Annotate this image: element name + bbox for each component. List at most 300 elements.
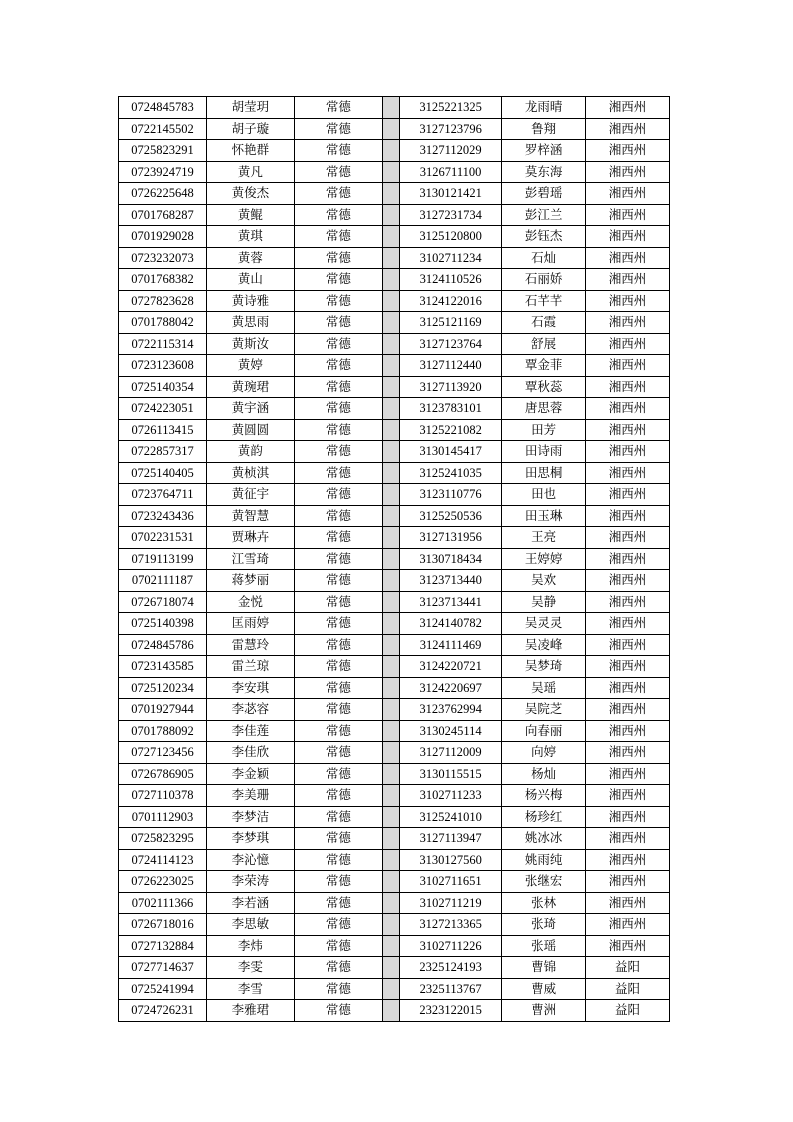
- student-id-cell-right: 3127123764: [400, 333, 502, 355]
- student-id-cell-right: 3102711651: [400, 871, 502, 893]
- student-id-cell: 0726718016: [119, 914, 207, 936]
- student-name-cell-right: 张琦: [502, 914, 586, 936]
- student-id-cell-right: 3127131956: [400, 527, 502, 549]
- table-row: [119, 806, 670, 828]
- student-id-cell-right: 3125250536: [400, 505, 502, 527]
- student-id-cell: 0725823291: [119, 140, 207, 162]
- student-name-cell-right: 吴院芝: [502, 699, 586, 721]
- column-separator: [382, 269, 399, 291]
- student-name-cell: 怀艳群: [206, 140, 294, 162]
- city-cell: 常德: [294, 677, 382, 699]
- student-id-cell-right: 3124140782: [400, 613, 502, 635]
- table-row: [119, 914, 670, 936]
- column-separator: [382, 935, 399, 957]
- column-separator: [382, 161, 399, 183]
- city-cell-right: 湘西州: [586, 742, 670, 764]
- city-cell-right: 湘西州: [586, 290, 670, 312]
- column-separator: [382, 140, 399, 162]
- student-name-cell-right: 向婷: [502, 742, 586, 764]
- student-name-cell-right: 姚冰冰: [502, 828, 586, 850]
- student-name-cell: 黄宇涵: [206, 398, 294, 420]
- student-name-cell-right: 吴梦琦: [502, 656, 586, 678]
- student-id-cell: 0701788042: [119, 312, 207, 334]
- student-id-cell-right: 3127112009: [400, 742, 502, 764]
- student-id-cell: 0724845786: [119, 634, 207, 656]
- column-separator: [382, 247, 399, 269]
- student-id-cell-right: 2325113767: [400, 978, 502, 1000]
- city-cell-right: 湘西州: [586, 269, 670, 291]
- student-name-cell: 李美珊: [206, 785, 294, 807]
- column-separator: [382, 828, 399, 850]
- city-cell: 常德: [294, 570, 382, 592]
- student-name-cell: 黄圆圆: [206, 419, 294, 441]
- city-cell: 常德: [294, 140, 382, 162]
- table-row: [119, 677, 670, 699]
- city-cell-right: 湘西州: [586, 505, 670, 527]
- city-cell-right: 湘西州: [586, 97, 670, 119]
- student-name-cell-right: 吴静: [502, 591, 586, 613]
- student-name-cell: 黄斯汝: [206, 333, 294, 355]
- student-name-cell-right: 吴凌峰: [502, 634, 586, 656]
- student-name-cell-right: 王亮: [502, 527, 586, 549]
- table-row: [119, 656, 670, 678]
- student-id-cell-right: 3130718434: [400, 548, 502, 570]
- student-id-cell: 0725140398: [119, 613, 207, 635]
- student-name-cell: 黄蓉: [206, 247, 294, 269]
- table-row: [119, 204, 670, 226]
- column-separator: [382, 376, 399, 398]
- column-separator: [382, 613, 399, 635]
- column-separator: [382, 505, 399, 527]
- column-separator: [382, 914, 399, 936]
- student-name-cell-right: 向春丽: [502, 720, 586, 742]
- student-name-cell: 黄琪: [206, 226, 294, 248]
- city-cell: 常德: [294, 914, 382, 936]
- student-id-cell: 0725823295: [119, 828, 207, 850]
- table-row: [119, 118, 670, 140]
- table-row: [119, 699, 670, 721]
- column-separator: [382, 720, 399, 742]
- city-cell-right: 湘西州: [586, 892, 670, 914]
- column-separator: [382, 118, 399, 140]
- student-name-cell-right: 鲁翔: [502, 118, 586, 140]
- city-cell-right: 湘西州: [586, 570, 670, 592]
- student-name-cell: 胡子璇: [206, 118, 294, 140]
- city-cell-right: 湘西州: [586, 699, 670, 721]
- city-cell-right: 益阳: [586, 1000, 670, 1022]
- city-cell-right: 湘西州: [586, 462, 670, 484]
- student-name-cell: 李思敏: [206, 914, 294, 936]
- student-name-cell-right: 石灿: [502, 247, 586, 269]
- student-id-cell-right: 2323122015: [400, 1000, 502, 1022]
- column-separator: [382, 462, 399, 484]
- city-cell: 常德: [294, 656, 382, 678]
- table-row: [119, 183, 670, 205]
- city-cell-right: 湘西州: [586, 376, 670, 398]
- student-id-cell: 0726718074: [119, 591, 207, 613]
- student-name-cell-right: 覃金菲: [502, 355, 586, 377]
- student-name-cell-right: 吴灵灵: [502, 613, 586, 635]
- student-id-cell: 0725241994: [119, 978, 207, 1000]
- city-cell-right: 湘西州: [586, 247, 670, 269]
- city-cell: 常德: [294, 527, 382, 549]
- table-row: [119, 312, 670, 334]
- city-cell: 常德: [294, 441, 382, 463]
- student-id-cell: 0702111187: [119, 570, 207, 592]
- student-name-cell-right: 张林: [502, 892, 586, 914]
- student-name-cell-right: 田思桐: [502, 462, 586, 484]
- city-cell: 常德: [294, 161, 382, 183]
- student-id-cell: 0724223051: [119, 398, 207, 420]
- city-cell: 常德: [294, 935, 382, 957]
- city-cell: 常德: [294, 828, 382, 850]
- student-id-cell-right: 3127113920: [400, 376, 502, 398]
- table-row: [119, 613, 670, 635]
- student-name-cell: 雷慧玲: [206, 634, 294, 656]
- city-cell-right: 湘西州: [586, 441, 670, 463]
- student-id-cell: 0724114123: [119, 849, 207, 871]
- student-name-cell-right: 姚雨纯: [502, 849, 586, 871]
- city-cell-right: 湘西州: [586, 484, 670, 506]
- student-id-cell-right: 3127112440: [400, 355, 502, 377]
- student-id-cell-right: 3102711233: [400, 785, 502, 807]
- city-cell: 常德: [294, 398, 382, 420]
- table-row: [119, 871, 670, 893]
- city-cell-right: 湘西州: [586, 419, 670, 441]
- student-name-cell: 李梦洁: [206, 806, 294, 828]
- city-cell: 常德: [294, 484, 382, 506]
- student-name-cell: 李炜: [206, 935, 294, 957]
- student-id-cell-right: 3125241010: [400, 806, 502, 828]
- city-cell: 常德: [294, 785, 382, 807]
- table-row: [119, 333, 670, 355]
- city-cell-right: 湘西州: [586, 914, 670, 936]
- table-row: [119, 849, 670, 871]
- student-id-cell: 0723143585: [119, 656, 207, 678]
- student-name-cell: 黄凡: [206, 161, 294, 183]
- student-id-cell: 0701112903: [119, 806, 207, 828]
- student-id-cell-right: 3102711219: [400, 892, 502, 914]
- city-cell: 常德: [294, 613, 382, 635]
- city-cell-right: 湘西州: [586, 828, 670, 850]
- table-row: [119, 742, 670, 764]
- column-separator: [382, 548, 399, 570]
- city-cell: 常德: [294, 312, 382, 334]
- student-id-cell-right: 3130145417: [400, 441, 502, 463]
- column-separator: [382, 763, 399, 785]
- student-id-cell-right: 3123762994: [400, 699, 502, 721]
- roster-table-body: [119, 97, 670, 1022]
- student-id-cell: 0726225648: [119, 183, 207, 205]
- city-cell: 常德: [294, 269, 382, 291]
- student-id-cell: 0722857317: [119, 441, 207, 463]
- city-cell-right: 湘西州: [586, 935, 670, 957]
- student-name-cell: 贾琳卉: [206, 527, 294, 549]
- column-separator: [382, 957, 399, 979]
- student-name-cell: 黄思雨: [206, 312, 294, 334]
- column-separator: [382, 806, 399, 828]
- table-row: [119, 355, 670, 377]
- table-row: [119, 140, 670, 162]
- student-id-cell: 0701927944: [119, 699, 207, 721]
- student-name-cell: 李佳欣: [206, 742, 294, 764]
- column-separator: [382, 570, 399, 592]
- city-cell: 常德: [294, 720, 382, 742]
- table-row: [119, 591, 670, 613]
- table-row: [119, 269, 670, 291]
- student-name-cell: 蒋梦丽: [206, 570, 294, 592]
- table-row: [119, 634, 670, 656]
- city-cell: 常德: [294, 957, 382, 979]
- student-name-cell-right: 张继宏: [502, 871, 586, 893]
- student-id-cell: 0727110378: [119, 785, 207, 807]
- student-id-cell: 0727123456: [119, 742, 207, 764]
- city-cell-right: 湘西州: [586, 806, 670, 828]
- student-id-cell: 0701768287: [119, 204, 207, 226]
- table-row: [119, 484, 670, 506]
- student-name-cell-right: 石霞: [502, 312, 586, 334]
- student-id-cell-right: 3127213365: [400, 914, 502, 936]
- city-cell: 常德: [294, 204, 382, 226]
- student-id-cell-right: 3130121421: [400, 183, 502, 205]
- city-cell: 常德: [294, 505, 382, 527]
- table-row: [119, 957, 670, 979]
- student-name-cell: 黄婷: [206, 355, 294, 377]
- column-separator: [382, 484, 399, 506]
- city-cell: 常德: [294, 1000, 382, 1022]
- student-id-cell-right: 3123110776: [400, 484, 502, 506]
- table-row: [119, 290, 670, 312]
- student-id-cell-right: 3130115515: [400, 763, 502, 785]
- student-id-cell-right: 3125241035: [400, 462, 502, 484]
- table-row: [119, 1000, 670, 1022]
- city-cell-right: 湘西州: [586, 763, 670, 785]
- column-separator: [382, 204, 399, 226]
- student-name-cell: 黄智慧: [206, 505, 294, 527]
- student-id-cell-right: 3124122016: [400, 290, 502, 312]
- table-row: [119, 763, 670, 785]
- student-name-cell-right: 彭钰杰: [502, 226, 586, 248]
- city-cell-right: 湘西州: [586, 355, 670, 377]
- student-id-cell: 0724845783: [119, 97, 207, 119]
- student-name-cell: 李安琪: [206, 677, 294, 699]
- student-id-cell-right: 2325124193: [400, 957, 502, 979]
- column-separator: [382, 419, 399, 441]
- table-row: [119, 398, 670, 420]
- student-name-cell: 黄诗雅: [206, 290, 294, 312]
- column-separator: [382, 398, 399, 420]
- city-cell: 常德: [294, 548, 382, 570]
- student-id-cell: 0725140405: [119, 462, 207, 484]
- city-cell: 常德: [294, 892, 382, 914]
- student-id-cell-right: 3126711100: [400, 161, 502, 183]
- column-separator: [382, 699, 399, 721]
- student-id-cell: 0725140354: [119, 376, 207, 398]
- student-id-cell: 0723232073: [119, 247, 207, 269]
- table-row: [119, 376, 670, 398]
- city-cell: 常德: [294, 376, 382, 398]
- student-id-cell-right: 3127113947: [400, 828, 502, 850]
- student-name-cell: 李金颖: [206, 763, 294, 785]
- column-separator: [382, 871, 399, 893]
- table-row: [119, 892, 670, 914]
- table-row: [119, 527, 670, 549]
- table-row: [119, 247, 670, 269]
- student-name-cell: 黄韵: [206, 441, 294, 463]
- city-cell: 常德: [294, 763, 382, 785]
- student-id-cell: 0724726231: [119, 1000, 207, 1022]
- student-name-cell-right: 田诗雨: [502, 441, 586, 463]
- table-row: [119, 935, 670, 957]
- column-separator: [382, 634, 399, 656]
- student-name-cell: 黄俊杰: [206, 183, 294, 205]
- city-cell: 常德: [294, 978, 382, 1000]
- city-cell: 常德: [294, 290, 382, 312]
- student-name-cell-right: 王婷婷: [502, 548, 586, 570]
- student-id-cell: 0725120234: [119, 677, 207, 699]
- student-name-cell-right: 曹洲: [502, 1000, 586, 1022]
- column-separator: [382, 355, 399, 377]
- student-id-cell: 0726223025: [119, 871, 207, 893]
- roster-page: [118, 96, 670, 1022]
- student-name-cell-right: 杨灿: [502, 763, 586, 785]
- student-id-cell-right: 3130127560: [400, 849, 502, 871]
- student-id-cell-right: 3130245114: [400, 720, 502, 742]
- column-separator: [382, 97, 399, 119]
- roster-table: [118, 96, 670, 1022]
- city-cell: 常德: [294, 462, 382, 484]
- table-row: [119, 548, 670, 570]
- student-id-cell: 0702231531: [119, 527, 207, 549]
- city-cell-right: 湘西州: [586, 634, 670, 656]
- table-row: [119, 505, 670, 527]
- city-cell-right: 湘西州: [586, 591, 670, 613]
- student-name-cell-right: 唐思蓉: [502, 398, 586, 420]
- student-id-cell: 0723924719: [119, 161, 207, 183]
- student-id-cell-right: 3123783101: [400, 398, 502, 420]
- student-name-cell-right: 吴欢: [502, 570, 586, 592]
- student-name-cell: 黄琬珺: [206, 376, 294, 398]
- student-id-cell-right: 3125221325: [400, 97, 502, 119]
- student-id-cell: 0701768382: [119, 269, 207, 291]
- student-name-cell-right: 罗梓涵: [502, 140, 586, 162]
- student-name-cell: 胡莹玥: [206, 97, 294, 119]
- student-id-cell: 0726113415: [119, 419, 207, 441]
- city-cell-right: 湘西州: [586, 785, 670, 807]
- city-cell-right: 湘西州: [586, 140, 670, 162]
- student-name-cell-right: 曹威: [502, 978, 586, 1000]
- table-row: [119, 570, 670, 592]
- student-name-cell-right: 龙雨晴: [502, 97, 586, 119]
- column-separator: [382, 290, 399, 312]
- student-name-cell: 黄山: [206, 269, 294, 291]
- column-separator: [382, 677, 399, 699]
- table-row: [119, 419, 670, 441]
- student-name-cell: 李梦琪: [206, 828, 294, 850]
- student-id-cell: 0723243436: [119, 505, 207, 527]
- table-row: [119, 97, 670, 119]
- student-name-cell-right: 田玉琳: [502, 505, 586, 527]
- city-cell-right: 湘西州: [586, 118, 670, 140]
- student-id-cell: 0722145502: [119, 118, 207, 140]
- column-separator: [382, 591, 399, 613]
- student-name-cell: 李若涵: [206, 892, 294, 914]
- table-row: [119, 226, 670, 248]
- student-name-cell-right: 张瑶: [502, 935, 586, 957]
- table-row: [119, 785, 670, 807]
- student-id-cell-right: 3124111469: [400, 634, 502, 656]
- student-id-cell: 0723764711: [119, 484, 207, 506]
- column-separator: [382, 527, 399, 549]
- city-cell: 常德: [294, 226, 382, 248]
- student-id-cell: 0701929028: [119, 226, 207, 248]
- student-name-cell: 金悦: [206, 591, 294, 613]
- student-id-cell-right: 3127123796: [400, 118, 502, 140]
- city-cell: 常德: [294, 849, 382, 871]
- student-name-cell-right: 田也: [502, 484, 586, 506]
- student-name-cell: 李沁憶: [206, 849, 294, 871]
- table-row: [119, 720, 670, 742]
- city-cell-right: 湘西州: [586, 333, 670, 355]
- city-cell: 常德: [294, 742, 382, 764]
- student-name-cell-right: 杨珍红: [502, 806, 586, 828]
- student-id-cell-right: 3102711234: [400, 247, 502, 269]
- student-name-cell: 匡雨婷: [206, 613, 294, 635]
- student-name-cell-right: 曹锦: [502, 957, 586, 979]
- student-id-cell-right: 3123713440: [400, 570, 502, 592]
- student-id-cell: 0727132884: [119, 935, 207, 957]
- student-name-cell-right: 杨兴梅: [502, 785, 586, 807]
- city-cell: 常德: [294, 871, 382, 893]
- student-name-cell: 黄桢淇: [206, 462, 294, 484]
- student-id-cell-right: 3125221082: [400, 419, 502, 441]
- city-cell-right: 湘西州: [586, 183, 670, 205]
- student-name-cell-right: 莫东海: [502, 161, 586, 183]
- student-id-cell-right: 3124220697: [400, 677, 502, 699]
- student-name-cell-right: 石芊芊: [502, 290, 586, 312]
- student-name-cell: 李雯: [206, 957, 294, 979]
- student-name-cell-right: 石丽娇: [502, 269, 586, 291]
- city-cell-right: 湘西州: [586, 527, 670, 549]
- city-cell: 常德: [294, 591, 382, 613]
- student-name-cell: 李佳莲: [206, 720, 294, 742]
- column-separator: [382, 849, 399, 871]
- city-cell-right: 益阳: [586, 978, 670, 1000]
- city-cell-right: 湘西州: [586, 398, 670, 420]
- student-name-cell-right: 吴瑶: [502, 677, 586, 699]
- student-id-cell-right: 3125120800: [400, 226, 502, 248]
- student-id-cell: 0727714637: [119, 957, 207, 979]
- city-cell-right: 湘西州: [586, 226, 670, 248]
- city-cell: 常德: [294, 806, 382, 828]
- student-id-cell: 0719113199: [119, 548, 207, 570]
- column-separator: [382, 333, 399, 355]
- column-separator: [382, 892, 399, 914]
- student-name-cell: 李荣涛: [206, 871, 294, 893]
- student-id-cell-right: 3123713441: [400, 591, 502, 613]
- student-id-cell: 0726786905: [119, 763, 207, 785]
- student-name-cell-right: 彭碧瑶: [502, 183, 586, 205]
- column-separator: [382, 785, 399, 807]
- column-separator: [382, 1000, 399, 1022]
- column-separator: [382, 441, 399, 463]
- column-separator: [382, 656, 399, 678]
- city-cell-right: 湘西州: [586, 871, 670, 893]
- student-name-cell: 李雅珺: [206, 1000, 294, 1022]
- student-name-cell-right: 舒展: [502, 333, 586, 355]
- student-id-cell: 0723123608: [119, 355, 207, 377]
- city-cell-right: 湘西州: [586, 204, 670, 226]
